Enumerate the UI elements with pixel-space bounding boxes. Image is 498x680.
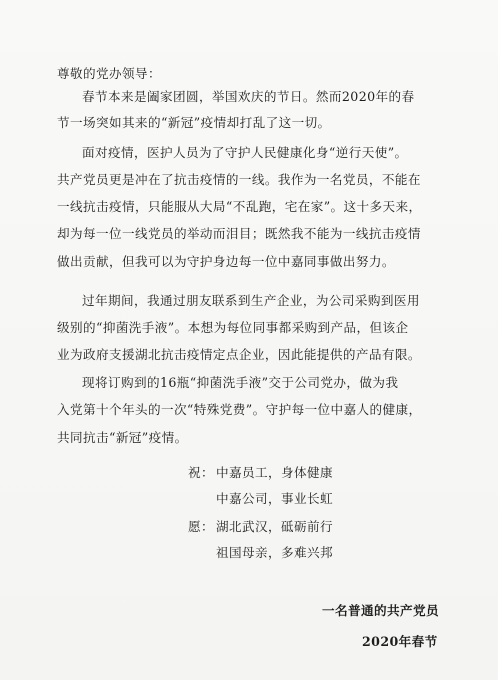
wish-zhu-line-2: 中嘉公司，事业长虹 <box>216 491 333 506</box>
wish-zhu-label: 祝： <box>188 465 214 480</box>
paragraph-2-line-4: 却为每一位一线党员的举动而泪目；既然我不能为一线抗击疫情 <box>57 226 421 241</box>
wish-zhu-line-1: 中嘉员工，身体健康 <box>216 465 333 480</box>
greeting: 尊敬的党办领导： <box>57 66 161 81</box>
wish-yuan-line-1: 湖北武汉，砥砺前行 <box>216 519 333 534</box>
paragraph-4-line-2: 入党第十个年头的一次“特殊党费”。守护每一位中嘉人的健康， <box>57 402 422 417</box>
paragraph-2-line-5: 做出贡献，但我可以为守护身边每一位中嘉同事做出努力。 <box>57 254 395 269</box>
paragraph-1-line-1: 春节本来是阖家团圆，举国欢庆的节日。然而2020年的春 <box>82 89 415 104</box>
wish-yuan-label: 愿： <box>188 519 214 534</box>
wish-yuan-line-2: 祖国母亲，多难兴邦 <box>216 545 333 560</box>
paragraph-3-line-3: 业为政府支援湖北抗击疫情定点企业，因此能提供的产品有限。 <box>57 347 421 362</box>
paragraph-2-line-3: 一线抗击疫情，只能服从大局“不乱跑，宅在家”。这十多天来， <box>57 199 422 214</box>
paragraph-1-line-2: 节一场突如其来的“新冠”疫情却打乱了这一切。 <box>57 115 331 130</box>
signature-author: 一名普通的共产党员 <box>322 603 439 618</box>
paragraph-3-line-2: 级别的“抑菌洗手液”。本想为每位同事都采购到产品，但该企 <box>57 320 409 335</box>
signature-date: 2020年春节 <box>362 634 438 649</box>
paragraph-2-line-2: 共产党员更是冲在了抗击疫情的一线。我作为一名党员，不能在 <box>57 172 421 187</box>
paragraph-4-line-3: 共同抗击“新冠”疫情。 <box>57 430 188 445</box>
paragraph-3-line-1: 过年期间，我通过朋友联系到生产企业，为公司采购到医用 <box>82 293 420 308</box>
paragraph-4-line-1: 现将订购到的16瓶“抑菌洗手液”交于公司党办，做为我 <box>82 375 399 390</box>
paragraph-2-line-1: 面对疫情，医护人员为了守护人民健康化身“逆行天使”。 <box>82 145 408 160</box>
